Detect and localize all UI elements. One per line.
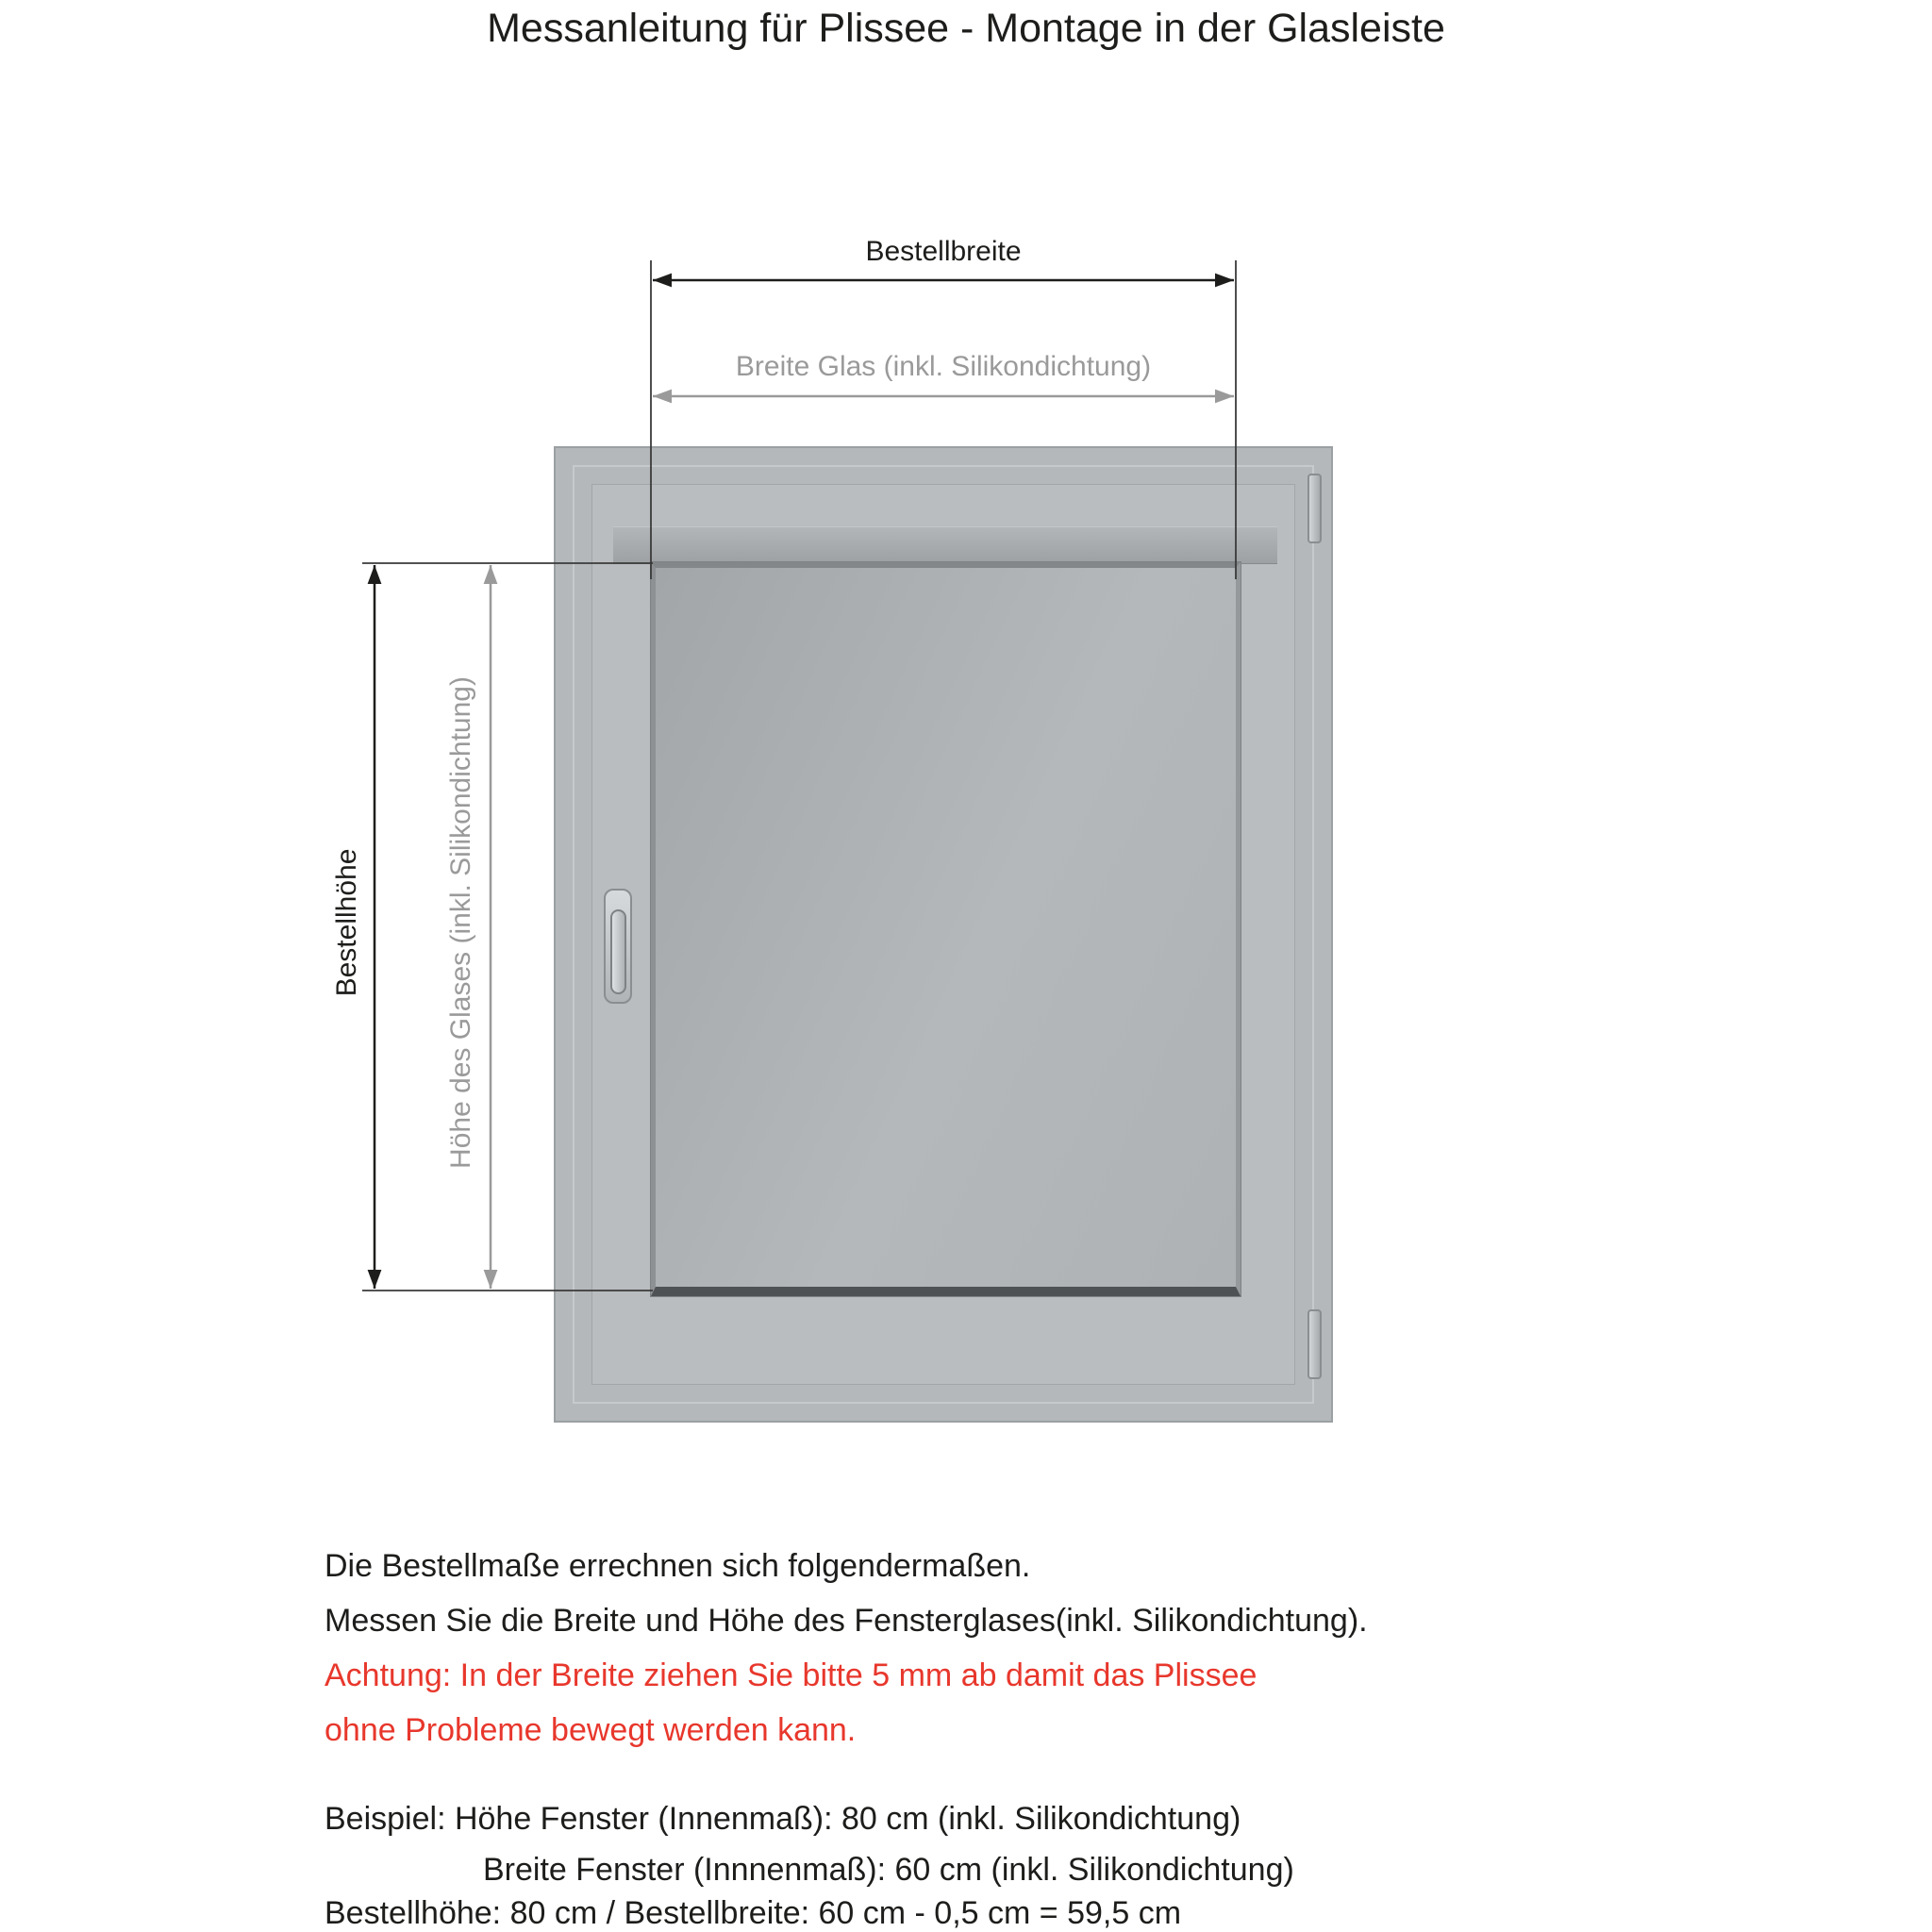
page-title: Messanleitung für Plissee - Montage in der Glasleiste [487, 6, 1445, 51]
order-height-label: Bestellhöhe [331, 848, 362, 997]
instruction-example-line2: Breite Fenster (Innnenmaß): 60 cm (inkl. Silikondichtung) [483, 1852, 1294, 1888]
instruction-example-line1: Beispiel: Höhe Fenster (Innenmaß): 80 cm (inkl. Silikondichtung) [325, 1801, 1241, 1837]
instruction-example-line3: Bestellhöhe: 80 cm / Bestellbreite: 60 cm - 0,5 cm = 59,5 cm [325, 1895, 1182, 1931]
glass-height-label: Höhe des Glases (inkl. Silikondichtung) [445, 676, 476, 1169]
instruction-warning-line2: ohne Probleme bewegt werden kann. [325, 1712, 857, 1748]
instruction-intro-line1: Die Bestellmaße errechnen sich folgendermaßen. [325, 1548, 1031, 1584]
instruction-intro-line2: Messen Sie die Breite und Höhe des Fensterglases(inkl. Silikondichtung). [325, 1603, 1368, 1639]
order-width-label: Bestellbreite [865, 236, 1022, 267]
glass-width-label: Breite Glas (inkl. Silikondichtung) [735, 351, 1152, 382]
instruction-warning-line1: Achtung: In der Breite ziehen Sie bitte 5 mm ab damit das Plissee [325, 1657, 1257, 1693]
